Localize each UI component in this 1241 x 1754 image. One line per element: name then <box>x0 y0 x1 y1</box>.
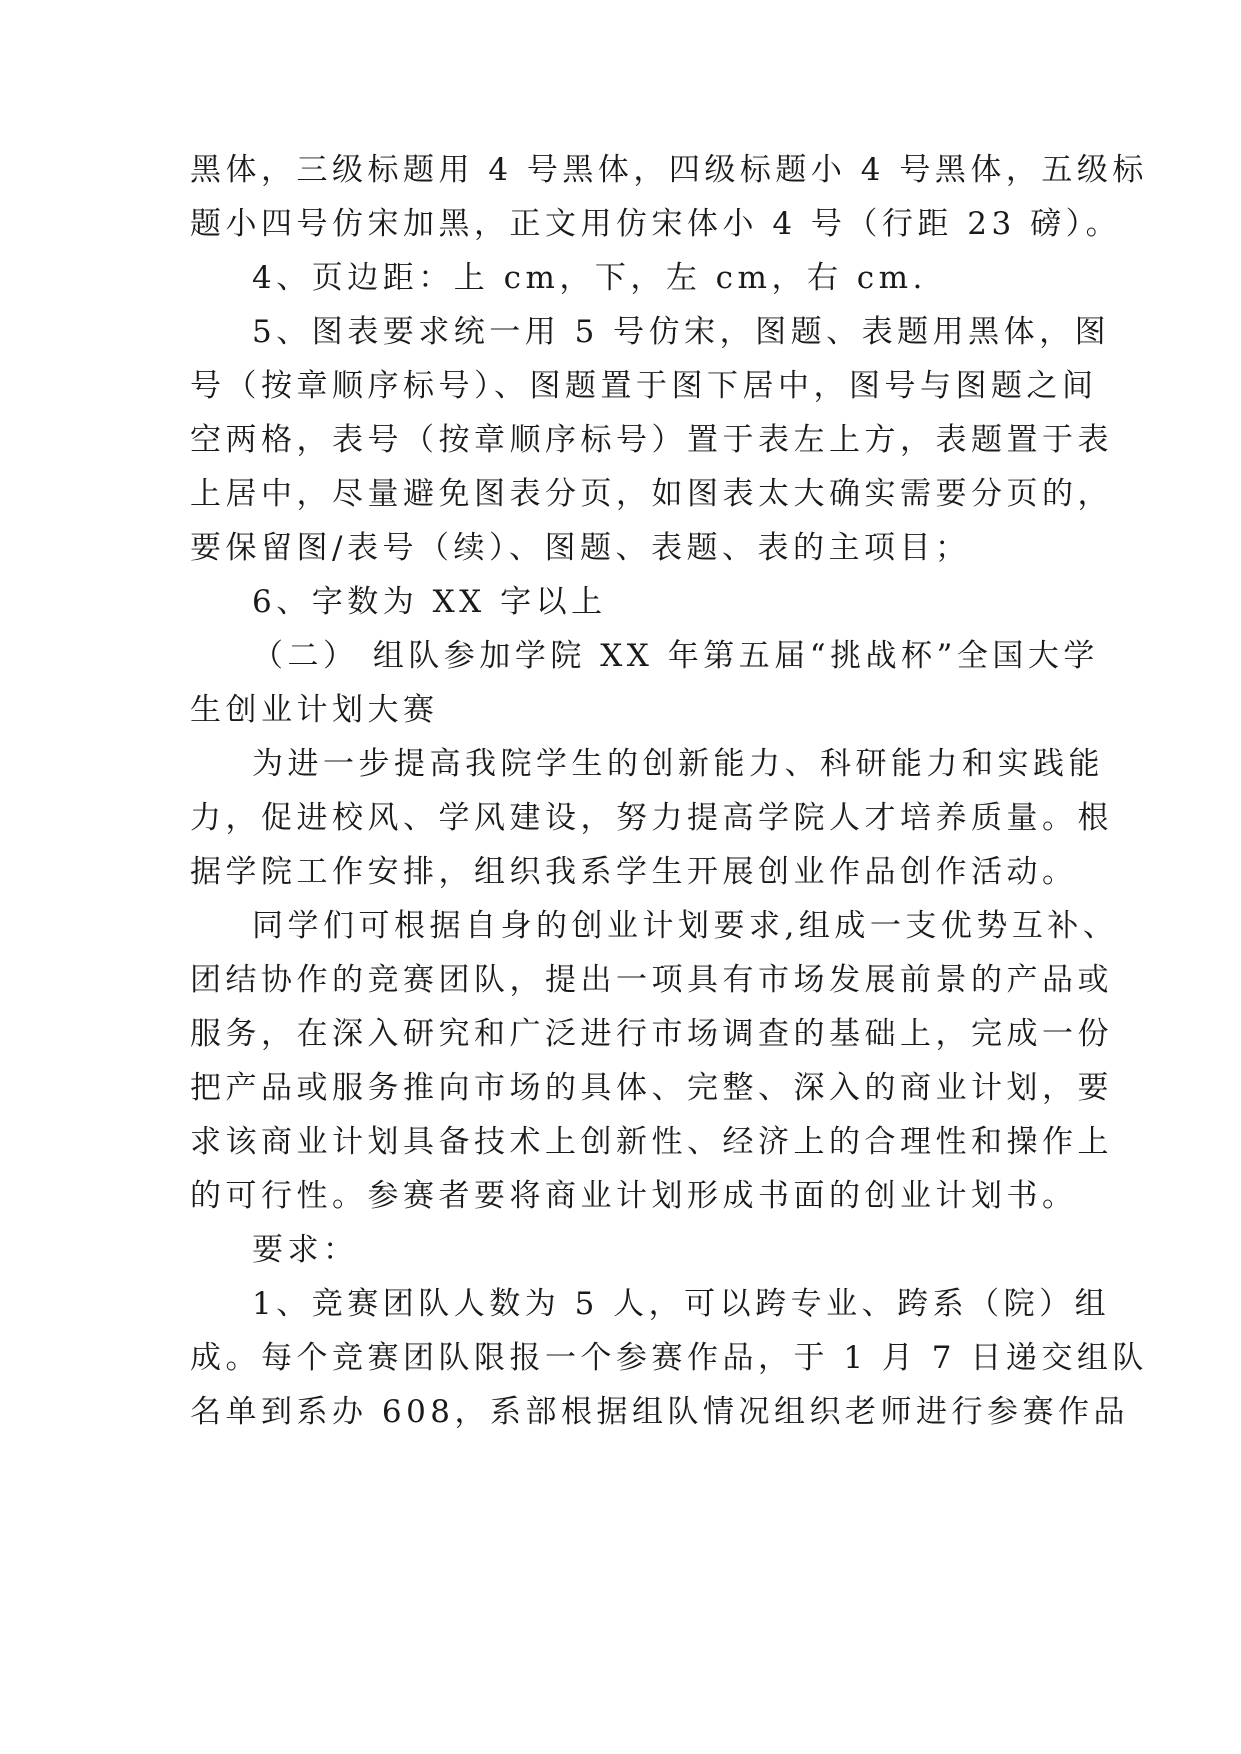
body-text-line: 号（按章顺序标号）、图题置于图下居中，图号与图题之间 <box>190 368 1098 404</box>
body-text-line: 上居中，尽量避免图表分页，如图表太大确实需要分页的， <box>190 476 1113 512</box>
paragraph-start: 为进一步提高我院学生的创新能力、科研能力和实践能 <box>252 746 1104 782</box>
list-item-figures: 5、图表要求统一用 5 号仿宋，图题、表题用黑体，图 <box>252 314 1111 350</box>
section-heading-continued: 生创业计划大赛 <box>190 692 439 728</box>
list-item-margins: 4、页边距：上 cm，下，左 cm，右 cm. <box>252 260 927 296</box>
requirements-label: 要求： <box>252 1232 359 1268</box>
body-text-line: 成。每个竞赛团队限报一个参赛作品，于 1 月 7 日递交组队 <box>190 1340 1148 1376</box>
paragraph-start: 同学们可根据自身的创业计划要求,组成一支优势互补、 <box>252 908 1119 944</box>
body-text-line: 把产品或服务推向市场的具体、完整、深入的商业计划，要 <box>190 1070 1113 1106</box>
list-item-word-count: 6、字数为 XX 字以上 <box>252 584 607 620</box>
list-item-team-size: 1、竞赛团队人数为 5 人，可以跨专业、跨系（院）组 <box>252 1286 1111 1322</box>
body-text-line: 空两格，表号（按章顺序标号）置于表左上方，表题置于表 <box>190 422 1113 458</box>
body-text-line: 黑体，三级标题用 4 号黑体，四级标题小 4 号黑体，五级标 <box>190 152 1148 188</box>
body-text-line: 要保留图/表号（续）、图题、表题、表的主项目； <box>190 530 971 566</box>
body-text-line: 服务，在深入研究和广泛进行市场调查的基础上，完成一份 <box>190 1016 1113 1052</box>
body-text-line: 团结协作的竞赛团队，提出一项具有市场发展前景的产品或 <box>190 962 1113 998</box>
body-text-line: 据学院工作安排，组织我系学生开展创业作品创作活动。 <box>190 854 1078 890</box>
body-text-line: 题小四号仿宋加黑，正文用仿宋体小 4 号（行距 23 磅）。 <box>190 206 1122 242</box>
body-text-line: 的可行性。参赛者要将商业计划形成书面的创业计划书。 <box>190 1178 1078 1214</box>
body-text-line: 力，促进校风、学风建设，努力提高学院人才培养质量。根 <box>190 800 1113 836</box>
body-text-line: 名单到系办 608，系部根据组队情况组织老师进行参赛作品 <box>190 1394 1130 1430</box>
section-heading: （二） 组队参加学院 XX 年第五届“挑战杯”全国大学 <box>252 638 1099 674</box>
body-text-line: 求该商业计划具备技术上创新性、经济上的合理性和操作上 <box>190 1124 1113 1160</box>
